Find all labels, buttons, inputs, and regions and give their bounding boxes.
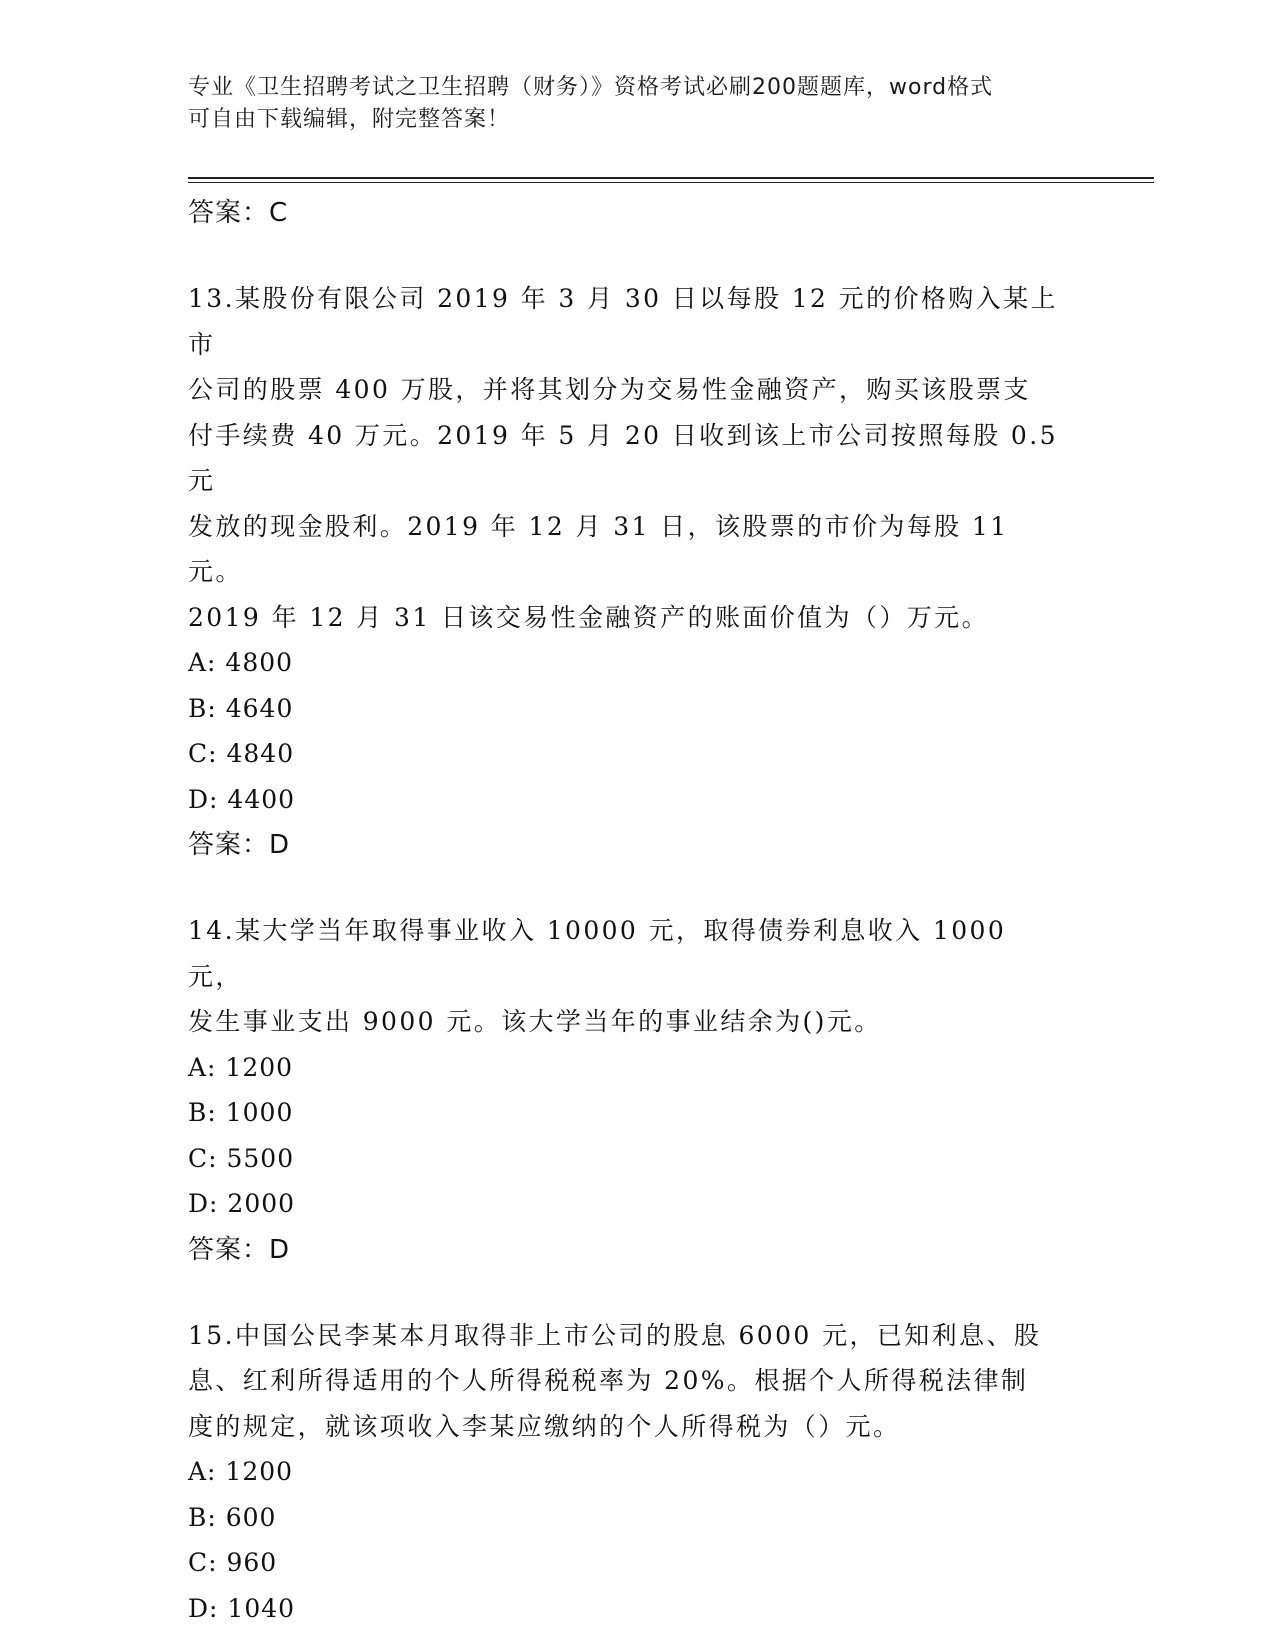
spacer: [188, 868, 1068, 908]
header-divider: [188, 177, 1154, 183]
option-c: C: 5500: [188, 1143, 295, 1173]
question-stem-line: 付手续费 40 万元。2019 年 5 月 20 日收到该上市公司按照每股 0.5 元: [188, 420, 1069, 495]
option-d: D: 4400: [188, 784, 296, 814]
page-header: [188, 72, 1068, 136]
header-title-line-1: 专业《卫生招聘考试之卫生招聘（财务）》资格考试必刷200题题库，word格式: [188, 75, 994, 100]
option-b: B: 1000: [188, 1098, 294, 1127]
option-b: B: 600: [188, 1502, 277, 1532]
question-answer: 答案：D: [188, 830, 291, 860]
question-stem-line: 度的规定，就该项收入李某应缴纳的个人所得税为（）元。: [188, 1411, 901, 1441]
question-list: [188, 190, 1068, 1631]
option-d: D: 1040: [188, 1593, 296, 1623]
question-13: [188, 276, 1068, 868]
option-a: A: 1200: [188, 1052, 294, 1082]
option-c: C: 960: [188, 1548, 278, 1577]
header-title-line-2: 可自由下载编辑，附完整答案！: [188, 107, 511, 132]
question-15: [188, 1313, 1068, 1632]
question-stem-line: 发放的现金股利。2019 年 12 月 31 日，该股票的市价为每股 11 元。: [188, 511, 1019, 586]
option-d: D: 2000: [188, 1189, 296, 1218]
previous-answer: 答案：C: [188, 198, 289, 228]
question-answer: 答案：D: [188, 1234, 291, 1265]
option-b: B: 4640: [188, 693, 294, 723]
question-stem-line: 发生事业支出 9000 元。该大学当年的事业结余为()元。: [188, 1007, 882, 1036]
question-stem-line: 14.某大学当年取得事业收入 10000 元，取得债券利息收入 1000 元，: [188, 916, 1017, 991]
question-14: [188, 908, 1068, 1273]
option-a: A: 1200: [188, 1457, 294, 1486]
question-stem-line: 13.某股份有限公司 2019 年 3 月 30 日以每股 12 元的价格购入某上市: [188, 284, 1058, 359]
question-stem-line: 公司的股票 400 万股，并将其划分为交易性金融资产，购买该股票支: [188, 375, 1031, 404]
question-stem-line: 息、红利所得适用的个人所得税税率为 20%。根据个人所得税法律制: [188, 1366, 1029, 1395]
question-stem-line: 15.中国公民李某本月取得非上市公司的股息 6000 元，已知利息、股: [188, 1320, 1042, 1350]
question-stem-line: 2019 年 12 月 31 日该交易性金融资产的账面价值为（）万元。: [188, 602, 989, 632]
spacer: [188, 236, 1068, 276]
option-a: A: 4800: [188, 648, 294, 677]
spacer: [188, 1273, 1068, 1313]
option-c: C: 4840: [188, 739, 295, 768]
